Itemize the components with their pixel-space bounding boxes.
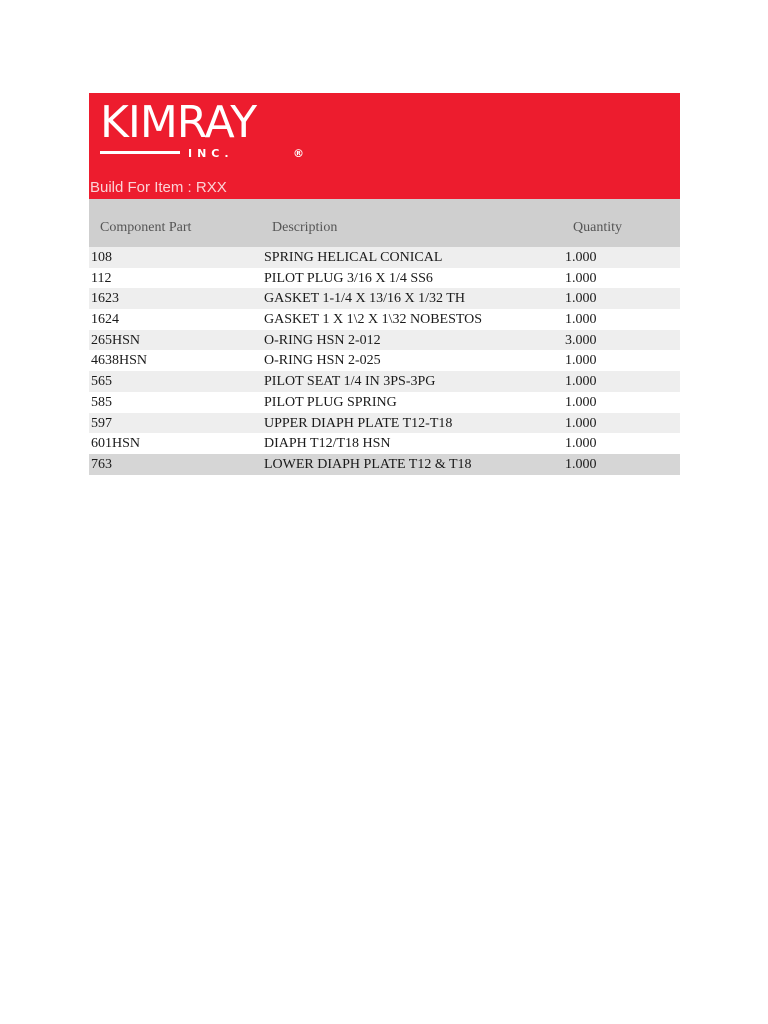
cell-quantity: 1.000 — [565, 291, 597, 307]
cell-description: GASKET 1-1/4 X 13/16 X 1/32 TH — [264, 291, 465, 307]
logo-wordmark: KIMRAY — [100, 97, 257, 148]
kimray-logo — [100, 97, 320, 165]
cell-part: 112 — [91, 270, 112, 286]
cell-description: LOWER DIAPH PLATE T12 & T18 — [264, 456, 472, 472]
table-row — [89, 350, 680, 371]
table-row — [89, 454, 680, 475]
table-row — [89, 413, 680, 434]
table-row — [89, 247, 680, 268]
cell-part: 763 — [91, 456, 112, 472]
cell-description: PILOT PLUG 3/16 X 1/4 SS6 — [264, 270, 433, 286]
registered-mark: ® — [293, 147, 304, 160]
cell-description: GASKET 1 X 1\2 X 1\32 NOBESTOS — [264, 312, 483, 328]
cell-quantity: 1.000 — [565, 312, 597, 328]
cell-part: 585 — [91, 394, 112, 410]
cell-quantity: 3.000 — [565, 332, 597, 348]
cell-quantity: 1.000 — [565, 374, 597, 390]
cell-quantity: 1.000 — [565, 456, 597, 472]
report-header — [89, 93, 680, 199]
build-for-item-label: Build For Item : RXX — [90, 179, 227, 196]
cell-part: 108 — [91, 250, 112, 265]
cell-quantity: 1.000 — [565, 250, 597, 265]
cell-part: 1624 — [91, 312, 119, 328]
cell-description: SPRING HELICAL CONICAL — [264, 250, 443, 265]
table-row — [89, 268, 680, 289]
table-row — [89, 392, 680, 413]
cell-description: UPPER DIAPH PLATE T12-T18 — [264, 415, 453, 431]
cell-part: 597 — [91, 415, 112, 431]
table-row — [89, 371, 680, 392]
cell-part: 565 — [91, 374, 112, 390]
cell-part: 1623 — [91, 291, 119, 307]
column-header-component-part: Component Part — [100, 220, 192, 235]
logo-inc — [188, 147, 304, 161]
cell-quantity: 1.000 — [565, 436, 597, 452]
column-header-quantity: Quantity — [573, 220, 622, 235]
cell-part: 601HSN — [91, 436, 141, 452]
cell-description: O-RING HSN 2-025 — [264, 353, 381, 369]
table-row — [89, 288, 680, 309]
cell-part: 265HSN — [91, 332, 141, 348]
table-header — [89, 199, 680, 247]
table-body — [89, 247, 680, 475]
bill-of-materials-sheet — [89, 93, 680, 475]
cell-description: PILOT SEAT 1/4 IN 3PS-3PG — [264, 374, 436, 390]
cell-description: PILOT PLUG SPRING — [264, 394, 397, 410]
table-row — [89, 330, 680, 351]
cell-quantity: 1.000 — [565, 394, 597, 410]
logo-rule — [100, 151, 180, 154]
logo-inc-text: INC. — [188, 147, 234, 160]
cell-quantity: 1.000 — [565, 353, 597, 369]
column-header-description: Description — [272, 220, 338, 235]
table-row — [89, 433, 680, 454]
cell-description: O-RING HSN 2-012 — [264, 332, 381, 348]
cell-quantity: 1.000 — [565, 415, 597, 431]
cell-quantity: 1.000 — [565, 270, 597, 286]
cell-part: 4638HSN — [91, 353, 148, 369]
cell-description: DIAPH T12/T18 HSN — [264, 436, 391, 452]
table-row — [89, 309, 680, 330]
